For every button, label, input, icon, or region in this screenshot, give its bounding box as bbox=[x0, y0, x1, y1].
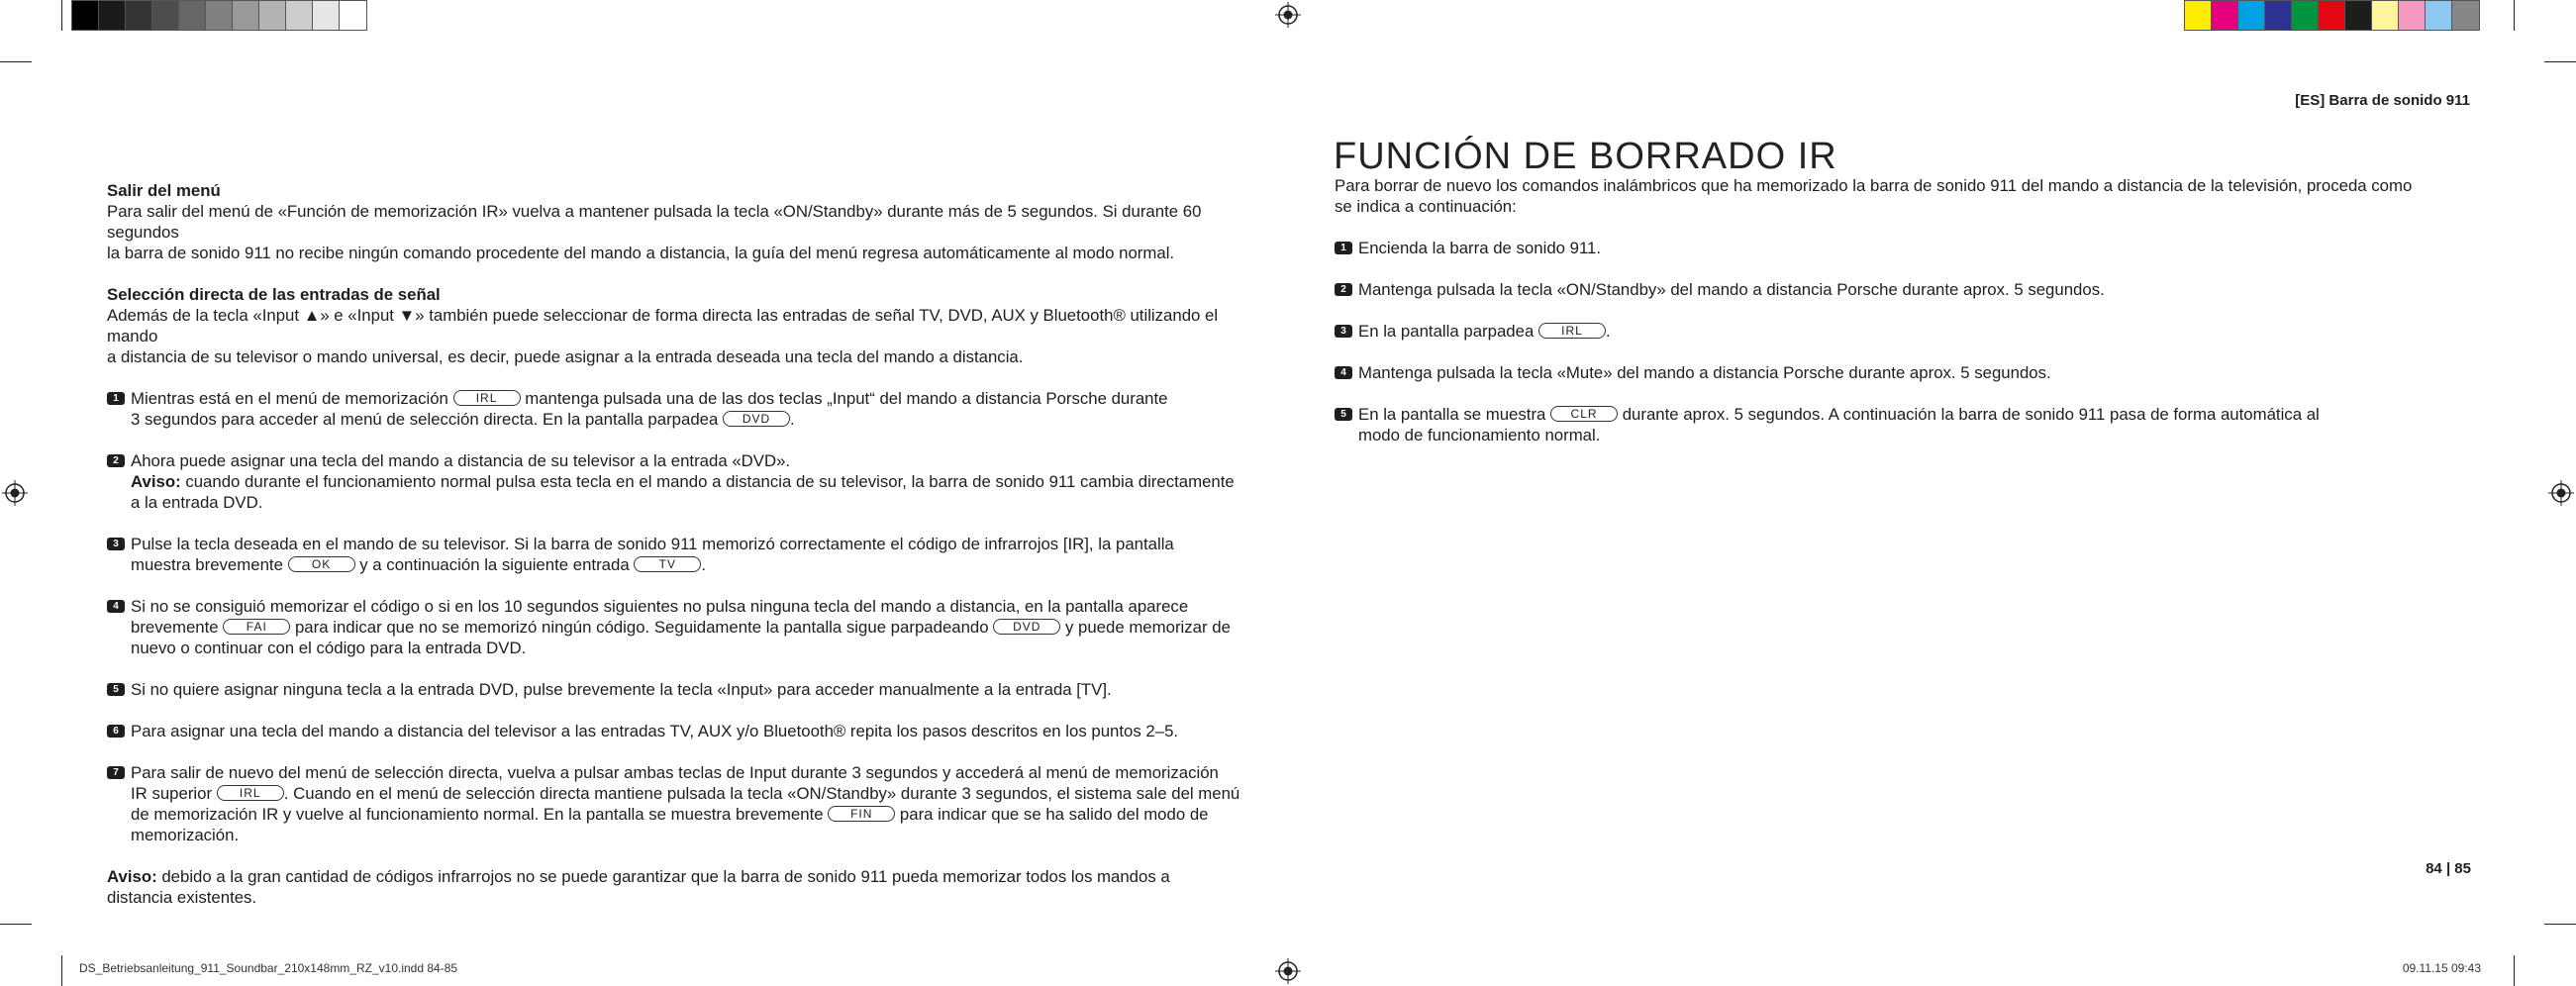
crop-mark bbox=[0, 61, 32, 62]
step-text: Encienda la barra de sonido 911. bbox=[1358, 239, 1602, 257]
step-number: 7 bbox=[107, 766, 125, 779]
swatch bbox=[259, 1, 286, 30]
step-number: 6 bbox=[107, 725, 125, 738]
step-text: . bbox=[790, 410, 795, 429]
display-indicator: DVD bbox=[723, 411, 790, 427]
swatch bbox=[340, 1, 366, 30]
swatch bbox=[2319, 1, 2345, 30]
swatch bbox=[2426, 1, 2452, 30]
step-text: 3 segundos para acceder al menú de selección directa. En la pantalla parpadea bbox=[131, 410, 719, 429]
swatch bbox=[206, 1, 233, 30]
process-color-bar bbox=[2184, 0, 2480, 31]
step-item bbox=[107, 388, 1245, 430]
swatch bbox=[2399, 1, 2426, 30]
step-text: Si no quiere asignar ninguna tecla a la entrada DVD, pulse brevemente la tecla «Input» para acceder manualmente a la entrada [TV]. bbox=[131, 680, 1112, 699]
paragraph-line: Para borrar de nuevo los comandos inalámbricos que ha memorizado la barra de sonido 911 del mando a distancia de la televisión, proceda como bbox=[1335, 176, 2413, 195]
crop-mark bbox=[2544, 924, 2576, 925]
swatch bbox=[2292, 1, 2319, 30]
swatch bbox=[2452, 1, 2479, 30]
step-item bbox=[107, 679, 1245, 700]
display-indicator: IRL bbox=[217, 785, 284, 801]
step-number: 2 bbox=[107, 454, 125, 467]
step-text: y puede memorizar de bbox=[1064, 618, 1231, 637]
crop-mark bbox=[61, 0, 62, 31]
display-indicator: DVD bbox=[993, 619, 1060, 635]
step-text: Ahora puede asignar una tecla del mando a distancia de su televisor a la entrada «DVD». bbox=[131, 451, 791, 470]
section-heading: Salir del menú bbox=[107, 181, 221, 200]
display-indicator: OK bbox=[288, 556, 355, 572]
gray-color-bar bbox=[71, 0, 367, 31]
step-item bbox=[1335, 238, 2483, 258]
display-indicator: CLR bbox=[1550, 406, 1618, 422]
step-text: cuando durante el funcionamiento normal pulsa esta tecla en el mando a distancia de su televisor, la barra de sonido 911 cambia directamente bbox=[180, 472, 1235, 491]
file-slug: DS_Betriebsanleitung_911_Soundbar_210x148mm_RZ_v10.indd 84-85 bbox=[79, 961, 458, 975]
swatch bbox=[286, 1, 313, 30]
page-numbers: 84 | 85 bbox=[2426, 860, 2471, 877]
swatch bbox=[99, 1, 126, 30]
display-indicator: IRL bbox=[453, 390, 521, 406]
swatch bbox=[313, 1, 340, 30]
swatch bbox=[152, 1, 179, 30]
step-item bbox=[107, 596, 1245, 658]
step-item bbox=[107, 762, 1245, 845]
step-number: 3 bbox=[1335, 325, 1352, 338]
paragraph-line: Para salir del menú de «Función de memorización IR» vuelva a mantener pulsada la tecla «ON/Standby» durante más de 5 segundos. Si durante 60 segundos bbox=[107, 202, 1202, 242]
notice-label: Aviso: bbox=[131, 472, 181, 491]
paragraph-line: la barra de sonido 911 no recibe ningún comando procedente del mando a distancia, la guía del menú regresa automáticamente al modo normal. bbox=[107, 244, 1175, 262]
swatch bbox=[179, 1, 206, 30]
step-text: Para asignar una tecla del mando a distancia del televisor a las entradas TV, AUX y/o Bluetooth® repita los pasos descritos en los puntos 2–5. bbox=[131, 722, 1179, 740]
step-text: . bbox=[701, 555, 707, 574]
right-column bbox=[1335, 175, 2483, 445]
registration-mark-icon bbox=[1275, 2, 1301, 28]
step-item bbox=[1335, 279, 2483, 300]
step-text: y a continuación la siguiente entrada bbox=[359, 555, 630, 574]
notice-text: distancia existentes. bbox=[107, 888, 257, 907]
left-column bbox=[107, 180, 1245, 908]
step-text: brevemente bbox=[131, 618, 219, 637]
registration-mark-icon bbox=[1275, 958, 1301, 984]
crop-mark bbox=[2514, 0, 2515, 31]
swatch bbox=[2212, 1, 2238, 30]
section-heading: Selección directa de las entradas de señal bbox=[107, 285, 441, 304]
step-item bbox=[1335, 404, 2483, 445]
step-number: 1 bbox=[1335, 242, 1352, 254]
step-text: Mantenga pulsada la tecla «ON/Standby» del mando a distancia Porsche durante aprox. 5 segundos. bbox=[1358, 280, 2105, 299]
swatch bbox=[2372, 1, 2399, 30]
step-text: Pulse la tecla deseada en el mando de su televisor. Si la barra de sonido 911 memorizó correctamente el código de infrarrojos [IR], la pantalla bbox=[131, 535, 1174, 553]
step-text: En la pantalla se muestra bbox=[1358, 405, 1546, 424]
display-indicator: FAI bbox=[223, 619, 290, 635]
step-text: Mantenga pulsada la tecla «Mute» del mando a distancia Porsche durante aprox. 5 segundos. bbox=[1358, 363, 2051, 382]
swatch bbox=[72, 1, 99, 30]
step-text: muestra brevemente bbox=[131, 555, 283, 574]
swatch bbox=[2265, 1, 2292, 30]
step-text: a la entrada DVD. bbox=[131, 493, 263, 512]
page-title: FUNCIÓN DE BORRADO IR bbox=[1334, 136, 1837, 178]
crop-mark bbox=[61, 955, 62, 986]
registration-mark-icon bbox=[2, 480, 28, 506]
step-number: 3 bbox=[107, 538, 125, 550]
step-text: . Cuando en el menú de selección directa mantiene pulsada la tecla «ON/Standby» durante 3 segundos, el sistema sale del menú bbox=[283, 784, 1240, 803]
step-text: memorización. bbox=[131, 826, 240, 844]
document-label: [ES] Barra de sonido 911 bbox=[2295, 92, 2470, 109]
print-date: 09.11.15 09:43 bbox=[2402, 961, 2481, 975]
registration-mark-icon bbox=[2548, 480, 2574, 506]
step-text: mantenga pulsada una de las dos teclas „Input“ del mando a distancia Porsche durante bbox=[525, 389, 1168, 408]
step-text: modo de funcionamiento normal. bbox=[1358, 426, 1601, 444]
notice-label: Aviso: bbox=[107, 867, 157, 886]
step-number: 5 bbox=[107, 683, 125, 696]
paragraph-line: se indica a continuación: bbox=[1335, 197, 1517, 216]
step-text: para indicar que se ha salido del modo de bbox=[899, 805, 1209, 824]
step-text: Para salir de nuevo del menú de selección directa, vuelva a pulsar ambas teclas de Input durante 3 segundos y accederá al menú de memorización bbox=[131, 763, 1219, 782]
step-text: . bbox=[1605, 322, 1611, 341]
step-text: En la pantalla parpadea bbox=[1358, 322, 1535, 341]
notice-text: debido a la gran cantidad de códigos infrarrojos no se puede garantizar que la barra de sonido 911 pueda memorizar todos los mandos a bbox=[156, 867, 1170, 886]
step-number: 4 bbox=[107, 600, 125, 613]
step-text: durante aprox. 5 segundos. A continuación la barra de sonido 911 pasa de forma automática al bbox=[1622, 405, 2320, 424]
step-number: 4 bbox=[1335, 366, 1352, 379]
display-indicator: FIN bbox=[828, 806, 895, 822]
step-text: Si no se consiguió memorizar el código o si en los 10 segundos siguientes no pulsa ninguna tecla del mando a distancia, en la pantalla aparece bbox=[131, 597, 1189, 616]
display-indicator: IRL bbox=[1538, 323, 1606, 339]
paragraph-line: Además de la tecla «Input ▲» e «Input ▼» también puede seleccionar de forma directa las entradas de señal TV, DVD, AUX y Bluetooth® utilizando el mando bbox=[107, 306, 1219, 345]
crop-mark bbox=[0, 924, 32, 925]
swatch bbox=[2345, 1, 2372, 30]
step-text: IR superior bbox=[131, 784, 213, 803]
paragraph-line: a distancia de su televisor o mando universal, es decir, puede asignar a la entrada deseada una tecla del mando a distancia. bbox=[107, 347, 1024, 366]
swatch bbox=[233, 1, 259, 30]
crop-mark bbox=[2544, 61, 2576, 62]
crop-mark bbox=[2514, 955, 2515, 986]
step-item bbox=[1335, 362, 2483, 383]
swatch bbox=[2238, 1, 2265, 30]
step-item bbox=[1335, 321, 2483, 342]
step-item bbox=[107, 534, 1245, 575]
step-number: 2 bbox=[1335, 283, 1352, 296]
swatch bbox=[126, 1, 152, 30]
step-text: de memorización IR y vuelve al funcionamiento normal. En la pantalla se muestra brevemente bbox=[131, 805, 824, 824]
step-text: para indicar que no se memorizó ningún código. Seguidamente la pantalla sigue parpadeando bbox=[294, 618, 989, 637]
step-text: Mientras está en el menú de memorización bbox=[131, 389, 448, 408]
step-item bbox=[107, 450, 1245, 513]
swatch bbox=[2185, 1, 2212, 30]
step-text: nuevo o continuar con el código para la entrada DVD. bbox=[131, 639, 527, 657]
step-number: 5 bbox=[1335, 408, 1352, 421]
step-item bbox=[107, 721, 1245, 741]
step-number: 1 bbox=[107, 392, 125, 405]
display-indicator: TV bbox=[634, 556, 701, 572]
